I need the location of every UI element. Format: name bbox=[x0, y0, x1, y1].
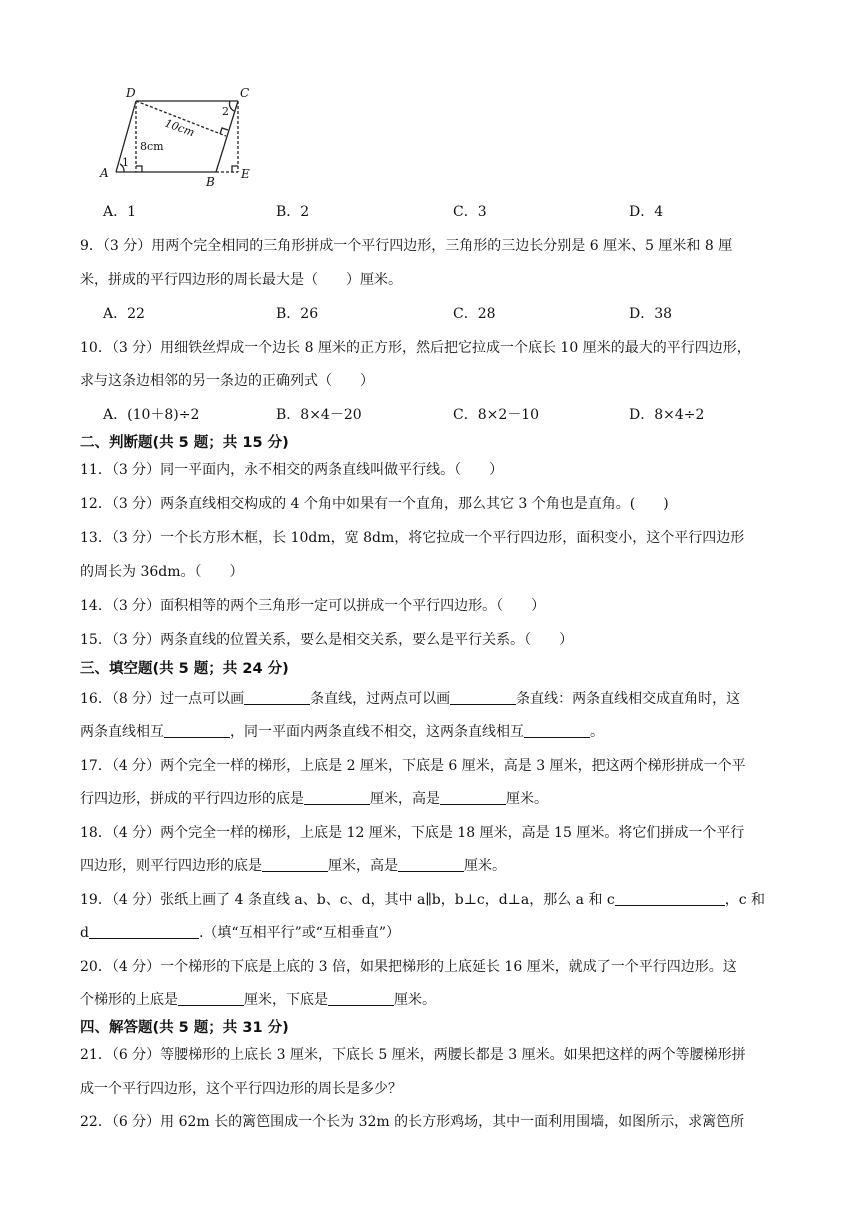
q20-text-line1: 20．（4 分）一个梯形的下底是上底的 3 倍，如果把梯形的上底延长 16 厘米，就成了一个平行四边形。这 bbox=[80, 959, 737, 975]
q16-text-e: ，同一平面内两条直线不相交，这两条直线相互 bbox=[230, 724, 524, 740]
q20-text-a: 个梯形的上底是 bbox=[80, 992, 178, 1008]
q17-text-c: 厘米。 bbox=[506, 791, 548, 807]
q19-text-c: d bbox=[80, 925, 89, 941]
q8-option-c[interactable]: C．3 bbox=[453, 204, 487, 220]
q19-blank-1[interactable] bbox=[615, 891, 725, 906]
q9-option-b[interactable]: B．26 bbox=[276, 306, 319, 322]
q16-line2 bbox=[80, 722, 604, 742]
q14-text: 14．（3 分）面积相等的两个三角形一定可以拼成一个平行四边形。（ ） bbox=[80, 598, 546, 614]
q18-text-c: 厘米。 bbox=[464, 858, 506, 874]
q8-option-d[interactable]: D．4 bbox=[629, 204, 664, 220]
height-length-label: 8cm bbox=[140, 140, 164, 153]
q17-line2 bbox=[80, 789, 548, 809]
q18-blank-2[interactable] bbox=[398, 857, 464, 872]
q10-text-line2: 求与这条边相邻的另一条边的正确列式（ ） bbox=[80, 373, 374, 389]
q16-blank-4[interactable] bbox=[524, 723, 590, 738]
label-b: B bbox=[206, 175, 215, 189]
q16-line1 bbox=[80, 689, 740, 709]
label-d: D bbox=[126, 86, 136, 100]
q21-text-line1: 21．（6 分）等腰梯形的上底长 3 厘米，下底长 5 厘米，两腰长都是 3 厘米。如果把这样的两个等腰梯形拼 bbox=[80, 1047, 746, 1063]
q19-line2 bbox=[80, 923, 400, 943]
q10-text-line1: 10．（3 分）用细铁丝焊成一个边长 8 厘米的正方形，然后把它拉成一个底长 10 厘米的最大的平行四边形， bbox=[80, 340, 751, 356]
q9-option-c[interactable]: C．28 bbox=[453, 306, 496, 322]
q9-option-a[interactable]: A．22 bbox=[103, 306, 145, 322]
q16-blank-3[interactable] bbox=[164, 723, 230, 738]
label-c: C bbox=[240, 86, 250, 100]
q18-text-line1: 18．（4 分）两个完全一样的梯形，上底是 12 厘米，下底是 18 厘米，高是 15 厘米。将它们拼成一个平行 bbox=[80, 825, 745, 841]
q19-blank-2[interactable] bbox=[89, 924, 199, 939]
section-heading-fill-blank: 三、填空题(共 5 题；共 24 分) bbox=[80, 661, 289, 677]
q10-option-c[interactable]: C．8×2－10 bbox=[453, 407, 540, 423]
q16-text-d: 两条直线相互 bbox=[80, 724, 164, 740]
section-heading-judgement: 二、判断题(共 5 题；共 15 分) bbox=[80, 435, 289, 451]
q9-text-line2: 米，拼成的平行四边形的周长最大是（ ）厘米。 bbox=[80, 272, 402, 288]
q18-text-b: 厘米，高是 bbox=[328, 858, 398, 874]
q20-blank-1[interactable] bbox=[178, 991, 244, 1006]
q19-line1 bbox=[80, 890, 765, 910]
angle-2-label: 2 bbox=[222, 105, 229, 118]
q10-option-d[interactable]: D．8×4÷2 bbox=[629, 407, 705, 423]
q15-text: 15．（3 分）两条直线的位置关系，要么是相交关系，要么是平行关系。（ ） bbox=[80, 632, 574, 648]
q13-text-line1: 13．（3 分）一个长方形木框，长 10dm，宽 8dm，将它拉成一个平行四边形，面积变小，这个平行四边形 bbox=[80, 530, 745, 546]
label-a: A bbox=[100, 166, 109, 180]
q17-blank-1[interactable] bbox=[304, 790, 370, 805]
q9-text-line1: 9．（3 分）用两个完全相同的三角形拼成一个平行四边形，三角形的三边长分别是 6 厘米、5 厘米和 8 厘 bbox=[80, 238, 733, 254]
q17-text-a: 行四边形，拼成的平行四边形的底是 bbox=[80, 791, 304, 807]
q16-blank-2[interactable] bbox=[450, 690, 516, 705]
q18-text-a: 四边形，则平行四边形的底是 bbox=[80, 858, 262, 874]
section-heading-solve: 四、解答题(共 5 题；共 31 分) bbox=[80, 1020, 289, 1036]
q16-text-f: 。 bbox=[590, 724, 604, 740]
angle-1-label: 1 bbox=[122, 156, 129, 169]
q20-text-b: 厘米，下底是 bbox=[244, 992, 328, 1008]
diagonal-length-label: 10cm bbox=[162, 116, 197, 140]
q17-text-b: 厘米，高是 bbox=[370, 791, 440, 807]
q19-text-b: ，c 和 bbox=[724, 892, 766, 908]
q20-blank-2[interactable] bbox=[328, 991, 394, 1006]
q10-option-b[interactable]: B．8×4－20 bbox=[276, 407, 362, 423]
q16-text-a: 16．（8 分）过一点可以画 bbox=[80, 691, 245, 707]
q20-text-c: 厘米。 bbox=[394, 992, 436, 1008]
q18-line2 bbox=[80, 856, 506, 876]
q13-text-line2: 的周长为 36dm。（ ） bbox=[80, 564, 244, 580]
q12-text: 12．（3 分）两条直线相交构成的 4 个角中如果有一个直角，那么其它 3 个角也是直角。( ) bbox=[80, 496, 669, 512]
q21-text-line2: 成一个平行四边形，这个平行四边形的周长是多少？ bbox=[80, 1081, 402, 1097]
q17-text-line1: 17．（4 分）两个完全一样的梯形，上底是 2 厘米，下底是 6 厘米，高是 3 厘米，把这两个梯形拼成一个平 bbox=[80, 758, 746, 774]
q11-text: 11．（3 分）同一平面内，永不相交的两条直线叫做平行线。（ ） bbox=[80, 462, 504, 478]
q16-blank-1[interactable] bbox=[244, 690, 310, 705]
q8-option-b[interactable]: B．2 bbox=[276, 204, 310, 220]
q17-blank-2[interactable] bbox=[440, 790, 506, 805]
parallelogram-figure bbox=[98, 84, 268, 194]
q20-line2 bbox=[80, 990, 436, 1010]
q16-text-c: 条直线：两条直线相交成直角时，这 bbox=[516, 691, 741, 707]
q16-text-b: 条直线，过两点可以画 bbox=[310, 691, 451, 707]
label-e: E bbox=[241, 167, 250, 181]
q19-text-a: 19．（4 分）张纸上画了 4 条直线 a、b、c、d，其中 a∥b，b⊥c，d⊥a，那么 a 和 c bbox=[80, 892, 615, 908]
q9-option-d[interactable]: D．38 bbox=[629, 306, 673, 322]
q8-option-a[interactable]: A．1 bbox=[103, 204, 137, 220]
q22-text-line1: 22．（6 分）用 62m 长的篱笆围成一个长为 32m 的长方形鸡场，其中一面利用围墙，如图所示，求篱笆所 bbox=[80, 1114, 745, 1130]
q10-option-a[interactable]: A．(10＋8)÷2 bbox=[103, 407, 200, 423]
q18-blank-1[interactable] bbox=[262, 857, 328, 872]
q19-text-d: .（填“互相平行”或“互相垂直”） bbox=[198, 925, 401, 941]
